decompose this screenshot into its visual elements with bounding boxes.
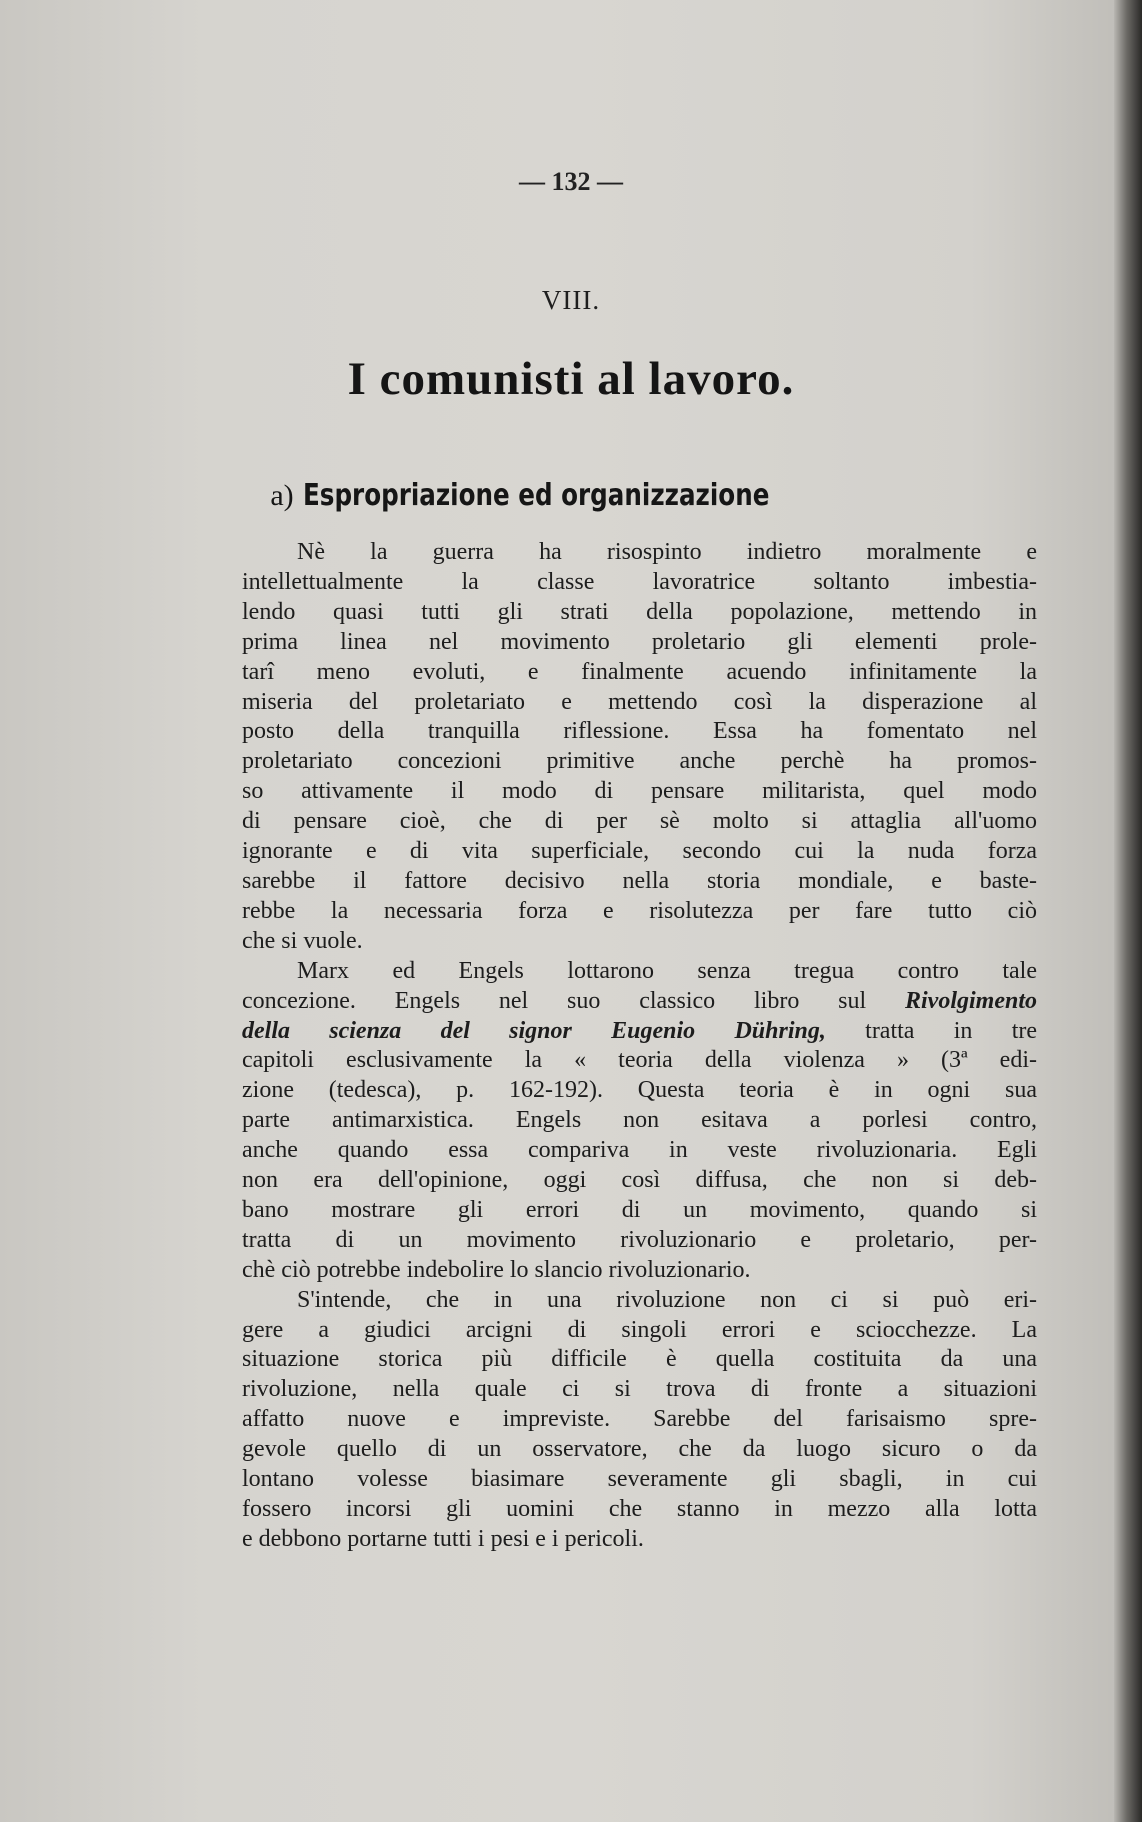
- text-line: parte antimarxistica. Engels non esitava a porlesi contro,: [242, 1107, 1037, 1134]
- text-line: situazione storica più difficile è quella costituita da una: [242, 1346, 1037, 1373]
- text-line: prima linea nel movimento proletario gli elementi prole-: [242, 628, 1037, 655]
- text-line: gevole quello di un osservatore, che da luogo sicuro o da: [242, 1436, 1037, 1463]
- text-line: gere a giudici arcigni di singoli errori e sciocchezze. La: [242, 1316, 1037, 1343]
- section-heading: [0, 478, 1142, 513]
- text-line: e debbono portarne tutti i pesi e i pericoli.: [242, 1525, 644, 1552]
- text-line: chè ciò potrebbe indebolire lo slancio rivoluzionario.: [242, 1256, 751, 1283]
- text-line: posto della tranquilla riflessione. Essa ha fomentato nel: [242, 718, 1037, 745]
- text-line: lendo quasi tutti gli strati della popolazione, mettendo in: [242, 598, 1037, 625]
- page-edge-shadow: [1114, 0, 1142, 1822]
- text-line: rebbe la necessaria forza e risolutezza per fare tutto ciò: [242, 897, 1037, 924]
- text-line: proletariato concezioni primitive anche perchè ha promos-: [242, 748, 1037, 775]
- text-line: Nè la guerra ha risospinto indietro moralmente e: [297, 539, 1037, 565]
- text-line: fossero incorsi gli uomini che stanno in mezzo alla lotta: [242, 1496, 1037, 1522]
- book-title-continued: della scienza del signor Eugenio Dühring,: [242, 1017, 826, 1044]
- text-line: che si vuole.: [242, 927, 363, 954]
- chapter-number: VIII.: [541, 285, 601, 315]
- section-title: Espropriazione ed organizzazione: [302, 478, 770, 513]
- body-text: [242, 538, 1037, 1555]
- text-line: non era dell'opinione, oggi così diffusa, che non si deb-: [242, 1167, 1037, 1194]
- text-line-with-title: [242, 987, 1037, 1017]
- text-line: di pensare cioè, che di per sè molto si attaglia all'uomo: [242, 808, 1037, 835]
- text-line: bano mostrare gli errori di un movimento, quando si: [242, 1196, 1037, 1223]
- text-line: miseria del proletariato e mettendo così la disperazione al: [242, 688, 1037, 715]
- text-segment: concezione. Engels nel suo classico libro sul: [242, 987, 905, 1014]
- text-line: S'intende, che in una rivoluzione non ci si può eri-: [297, 1286, 1037, 1313]
- text-line: intellettualmente la classe lavoratrice soltanto imbestia-: [242, 568, 1037, 595]
- section-marker: a): [270, 479, 294, 512]
- text-line: so attivamente il modo di pensare militarista, quel modo: [242, 778, 1037, 805]
- book-title: Rivolgimento: [905, 987, 1037, 1014]
- text-line: sarebbe il fattore decisivo nella storia mondiale, e baste-: [242, 867, 1037, 894]
- text-line: tarî meno evoluti, e finalmente acuendo infinitamente la: [242, 658, 1037, 685]
- text-line: lontano volesse biasimare severamente gli sbagli, in cui: [242, 1466, 1037, 1493]
- text-line: affatto nuove e impreviste. Sarebbe del farisaismo spre-: [242, 1406, 1037, 1433]
- text-line: capitoli esclusivamente la « teoria della violenza » (3ª edi-: [242, 1047, 1037, 1074]
- page-number: — 132 —: [519, 167, 623, 196]
- text-line: anche quando essa compariva in veste rivoluzionaria. Egli: [242, 1137, 1037, 1164]
- text-line: zione (tedesca), p. 162-192). Questa teoria è in ogni sua: [242, 1077, 1037, 1104]
- text-line: tratta di un movimento rivoluzionario e proletario, per-: [242, 1226, 1037, 1253]
- text-segment: tratta in tre: [825, 1017, 1038, 1044]
- text-line: ignorante e di vita superficiale, secondo cui la nuda forza: [242, 838, 1037, 865]
- text-line: Marx ed Engels lottarono senza tregua contro tale: [297, 957, 1037, 984]
- text-line: rivoluzione, nella quale ci si trova di fronte a situazioni: [242, 1376, 1037, 1403]
- chapter-title: I comunisti al lavoro.: [347, 353, 795, 405]
- text-line-with-title: [242, 1017, 1037, 1047]
